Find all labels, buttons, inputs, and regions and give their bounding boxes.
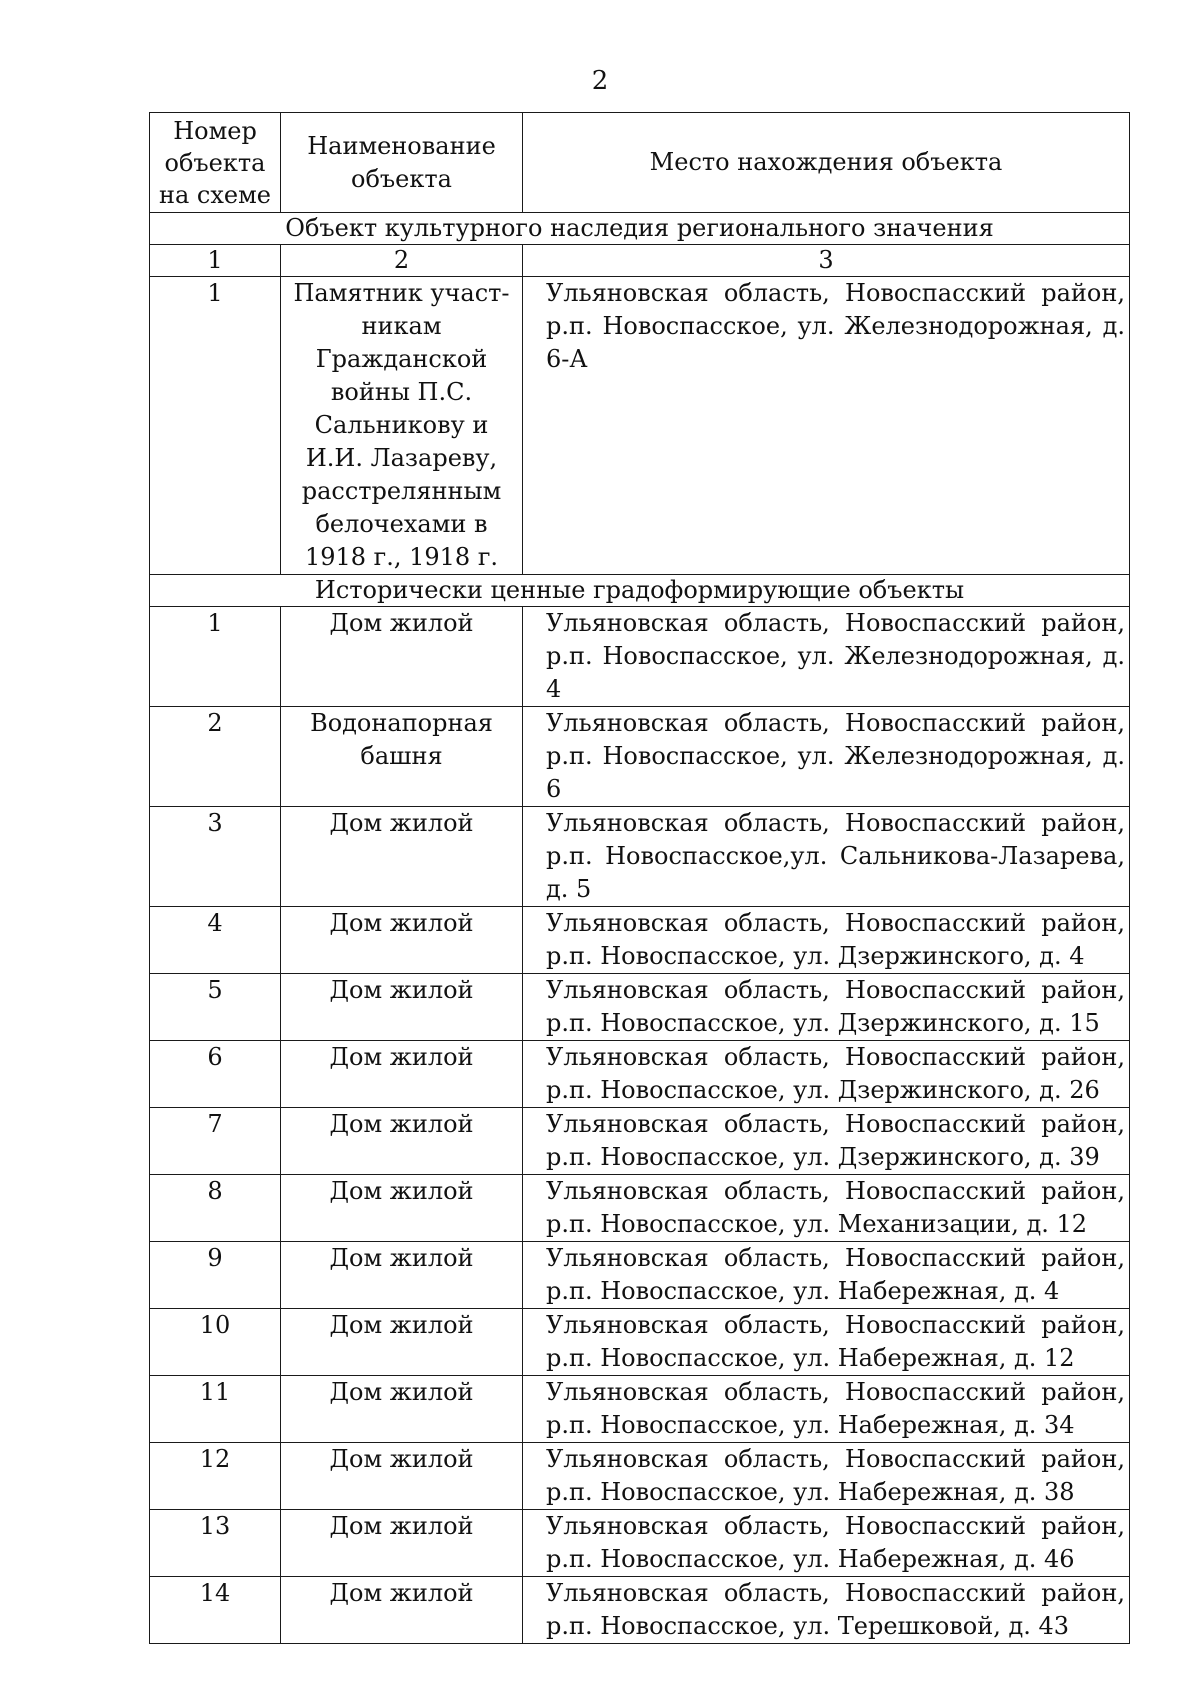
table-row	[150, 974, 1130, 1041]
table-row	[150, 907, 1130, 974]
header-location-text: Место нахождения объекта	[649, 148, 1003, 176]
row-location: Ульяновская область, Новоспасский район, р.п. Новоспасское, ул. Дзержинского, д. 39	[523, 1108, 1130, 1175]
row-number: 2	[150, 707, 281, 807]
page-number: 2	[591, 66, 609, 96]
table-row	[150, 707, 1130, 807]
column-number: 1	[150, 245, 281, 277]
row-number: 3	[150, 807, 281, 907]
row-object-name: Дом жилой	[281, 807, 523, 907]
row-object-name: Дом жилой	[281, 1510, 523, 1577]
row-number: 1	[150, 277, 281, 575]
row-location: Ульяновская область, Новоспасский район, р.п. Новоспасское,ул. Сальникова-Лазарева, д. 5	[523, 807, 1130, 907]
row-number: 9	[150, 1242, 281, 1309]
table-row	[150, 1376, 1130, 1443]
column-number: 3	[523, 245, 1130, 277]
table-row	[150, 1443, 1130, 1510]
row-location: Ульяновская область, Новоспасский район, р.п. Новоспасское, ул. Набережная, д. 38	[523, 1443, 1130, 1510]
heritage-objects-table	[149, 112, 1130, 1644]
header-name	[281, 113, 523, 213]
row-object-name: Дом жилой	[281, 974, 523, 1041]
row-location: Ульяновская область, Новоспасский район, р.п. Новоспасское, ул. Железнодорожная, д. 6	[523, 707, 1130, 807]
section-title: Исторически ценные градоформирующие объекты	[150, 575, 1130, 607]
row-location: Ульяновская область, Новоспасский район, р.п. Новоспасское, ул. Механизации, д. 12	[523, 1175, 1130, 1242]
column-numbers-row	[150, 245, 1130, 277]
row-object-name: Водонапорная башня	[281, 707, 523, 807]
table-row	[150, 1108, 1130, 1175]
row-number: 14	[150, 1577, 281, 1644]
row-location: Ульяновская область, Новоспасский район, р.п. Новоспасское, ул. Железнодорожная, д. 6-А	[523, 277, 1130, 575]
row-object-name: Дом жилой	[281, 607, 523, 707]
column-number: 2	[281, 245, 523, 277]
row-object-name: Дом жилой	[281, 1242, 523, 1309]
row-number: 4	[150, 907, 281, 974]
row-location: Ульяновская область, Новоспасский район, р.п. Новоспасское, ул. Набережная, д. 34	[523, 1376, 1130, 1443]
table-row	[150, 1577, 1130, 1644]
row-number: 8	[150, 1175, 281, 1242]
row-location: Ульяновская область, Новоспасский район, р.п. Новоспасское, ул. Железнодорожная, д. 4	[523, 607, 1130, 707]
row-object-name: Дом жилой	[281, 1577, 523, 1644]
section-title-row	[150, 575, 1130, 607]
row-number: 6	[150, 1041, 281, 1108]
section-title-row	[150, 213, 1130, 245]
row-location: Ульяновская область, Новоспасский район, р.п. Новоспасское, ул. Дзержинского, д. 26	[523, 1041, 1130, 1108]
table-row	[150, 1510, 1130, 1577]
header-number-text: Номер объекта на схеме	[159, 116, 271, 209]
row-location: Ульяновская область, Новоспасский район, р.п. Новоспасское, ул. Набережная, д. 46	[523, 1510, 1130, 1577]
row-object-name: Дом жилой	[281, 907, 523, 974]
row-object-name: Дом жилой	[281, 1108, 523, 1175]
row-object-name: Дом жилой	[281, 1309, 523, 1376]
row-location: Ульяновская область, Новоспасский район, р.п. Новоспасское, ул. Терешковой, д. 43	[523, 1577, 1130, 1644]
row-location: Ульяновская область, Новоспасский район, р.п. Новоспасское, ул. Набережная, д. 12	[523, 1309, 1130, 1376]
row-object-name: Дом жилой	[281, 1443, 523, 1510]
row-object-name: Дом жилой	[281, 1376, 523, 1443]
row-number: 12	[150, 1443, 281, 1510]
table-row	[150, 1041, 1130, 1108]
row-number: 13	[150, 1510, 281, 1577]
table-row	[150, 607, 1130, 707]
row-number: 11	[150, 1376, 281, 1443]
row-location: Ульяновская область, Новоспасский район, р.п. Новоспасское, ул. Дзержинского, д. 15	[523, 974, 1130, 1041]
header-row	[150, 113, 1130, 213]
row-object-name: Дом жилой	[281, 1041, 523, 1108]
header-number	[150, 113, 281, 213]
row-number: 10	[150, 1309, 281, 1376]
header-name-text: Наименование объекта	[307, 131, 496, 193]
table-row	[150, 807, 1130, 907]
table-row	[150, 1242, 1130, 1309]
row-object-name: Дом жилой	[281, 1175, 523, 1242]
row-number: 7	[150, 1108, 281, 1175]
row-location: Ульяновская область, Новоспасский район, р.п. Новоспасское, ул. Набережная, д. 4	[523, 1242, 1130, 1309]
header-location	[523, 113, 1130, 213]
row-object-name: Памятник участ-никам Гражданской войны П.С. Сальникову и И.И. Лазареву, расстрелянным белочехами в 1918 г., 1918 г.	[281, 277, 523, 575]
table-row	[150, 277, 1130, 575]
row-number: 1	[150, 607, 281, 707]
row-number: 5	[150, 974, 281, 1041]
section-title: Объект культурного наследия регионального значения	[150, 213, 1130, 245]
row-location: Ульяновская область, Новоспасский район, р.п. Новоспасское, ул. Дзержинского, д. 4	[523, 907, 1130, 974]
table-row	[150, 1175, 1130, 1242]
table-row	[150, 1309, 1130, 1376]
